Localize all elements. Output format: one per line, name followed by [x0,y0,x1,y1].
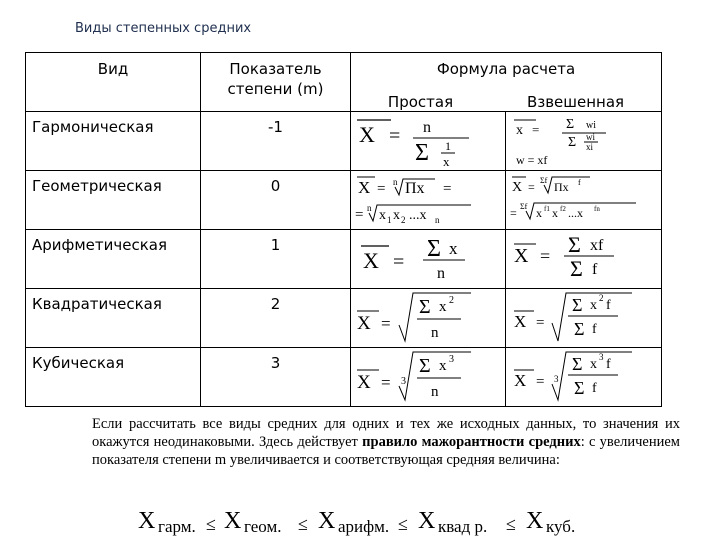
paragraph-part1: Если рассчитать все виды средних для одних и тех же исходных данных, то значения их окажутся неодинаковыми. Здесь действует [92,416,680,450]
svg-text:wi: wi [586,120,596,131]
header-simple: Простая [387,93,454,111]
svg-text:Σ: Σ [419,296,431,318]
formula-harmonic-weighted [506,112,662,171]
svg-text:...x: ...x [568,206,583,220]
svg-text:n: n [423,119,431,136]
formula-arithmetic-simple [351,230,506,289]
svg-text:=: = [510,206,517,220]
svg-text:f: f [606,298,611,313]
averages-table [25,52,662,407]
svg-text:x: x [590,298,597,313]
svg-text:X: X [357,372,371,393]
svg-text:f: f [578,178,581,187]
svg-text:w = xf: w = xf [516,153,548,167]
row-geometric-exp: 0 [201,171,351,230]
row-cubic-exp: 3 [201,348,351,407]
svg-text:n: n [435,215,440,225]
slide-title: Виды степенных средних [75,21,252,36]
svg-text:=: = [536,315,545,331]
svg-text:f: f [592,381,597,396]
svg-text:fn: fn [594,205,600,213]
ordering-quad: квад р. [438,517,488,536]
svg-text:f1: f1 [544,205,550,213]
svg-text:Σ: Σ [415,140,429,166]
svg-text:Σ: Σ [568,135,577,150]
svg-text:=: = [381,373,391,392]
svg-text:3: 3 [401,376,406,387]
ordering-formula [138,502,638,543]
svg-text:Σ: Σ [570,256,583,281]
svg-text:=: = [389,125,401,147]
svg-text:x: x [393,208,400,223]
svg-text:=: = [393,251,405,273]
svg-text:X: X [512,180,523,195]
svg-text:X: X [514,371,527,390]
svg-text:Σ: Σ [419,355,431,377]
svg-text:=: = [377,181,386,197]
svg-text:3: 3 [449,354,454,365]
svg-text:X: X [514,312,527,331]
header-formula [351,53,662,112]
svg-text:x: x [536,206,542,220]
ordering-rel-4: ≤ [506,514,516,534]
svg-text:X: X [418,508,436,534]
svg-text:X: X [514,245,529,267]
svg-text:xf: xf [590,237,604,254]
svg-text:x: x [379,208,386,223]
svg-text:Πx: Πx [405,180,425,197]
ordering-harm: гарм. [158,517,196,536]
svg-text:=: = [536,374,545,390]
ordering-rel-3: ≤ [398,514,408,534]
majorant-rule-paragraph [92,415,680,469]
svg-text:=: = [532,122,540,137]
formula-arithmetic-weighted [506,230,662,289]
svg-text:f: f [606,357,611,372]
formula-quadratic-simple [351,289,506,348]
row-cubic-kind: Кубическая [26,348,201,407]
svg-text:n: n [367,203,372,213]
svg-text:x: x [590,357,597,372]
svg-text:n: n [393,177,398,187]
formula-geometric-weighted [506,171,662,230]
ordering-arith: арифм. [338,517,390,536]
svg-text:=: = [528,180,535,194]
svg-text:n: n [431,384,439,400]
header-exponent: Показатель степени (m) [201,53,351,112]
svg-text:n: n [431,325,439,341]
svg-text:x: x [439,299,447,315]
svg-text:x: x [439,358,447,374]
svg-text:x: x [449,239,458,258]
svg-text:1: 1 [445,139,451,153]
svg-text:=: = [381,314,391,333]
formula-quadratic-weighted [506,289,662,348]
formula-geometric-simple [351,171,506,230]
svg-text:x: x [443,154,450,169]
svg-text:f: f [592,322,597,337]
formula-cubic-simple [351,348,506,407]
svg-text:f: f [592,261,598,278]
svg-text:Σ: Σ [572,354,583,374]
svg-text:=: = [540,246,551,266]
header-weighted: Взвешенная [526,93,625,111]
row-harmonic-exp: -1 [201,112,351,171]
svg-text:2: 2 [401,215,406,225]
svg-text:Σ: Σ [574,378,585,398]
svg-text:Σ: Σ [574,319,585,339]
svg-text:Πx: Πx [554,180,569,194]
paragraph-part2: : с увеличением показателя степени m увеличивается и соответствующая средняя величина: [92,434,680,468]
header-formula-label: Формула расчета [436,60,576,78]
svg-text:Σf: Σf [520,202,528,211]
svg-text:n: n [437,265,445,282]
svg-text:Σ: Σ [568,232,581,257]
svg-text:=: = [443,181,452,197]
ordering-rel-2: ≤ [298,514,308,534]
svg-text:f2: f2 [560,205,566,213]
svg-text:3: 3 [554,374,559,384]
row-arithmetic-exp: 1 [201,230,351,289]
row-arithmetic-kind: Арифметическая [26,230,201,289]
svg-text:X: X [357,313,371,334]
svg-text:2: 2 [449,295,454,306]
svg-text:1: 1 [387,215,392,225]
svg-text:X: X [318,508,336,534]
svg-text:Σ: Σ [566,117,575,132]
formula-cubic-weighted [506,348,662,407]
svg-text:Σ: Σ [572,295,583,315]
svg-text:Σ: Σ [427,236,441,262]
row-geometric-kind: Геометрическая [26,171,201,230]
ordering-cub: куб. [546,517,576,536]
svg-text:X: X [526,508,544,534]
svg-text:X: X [358,178,371,197]
svg-text:2: 2 [599,293,604,303]
row-quadratic-kind: Квадратическая [26,289,201,348]
row-quadratic-exp: 2 [201,289,351,348]
paragraph-rule-name: правило мажорантности средних [362,434,581,450]
svg-text:x: x [516,123,523,138]
svg-text:Σf: Σf [540,176,548,185]
row-harmonic-kind: Гармоническая [26,112,201,171]
svg-text:X: X [363,248,379,273]
svg-text:xi: xi [586,142,594,152]
formula-harmonic-simple [351,112,506,171]
svg-text:X: X [138,508,156,534]
svg-text:3: 3 [599,352,604,362]
header-kind: Вид [26,53,201,112]
svg-text:wi: wi [586,132,595,142]
svg-text:...x: ...x [409,208,427,223]
svg-text:X: X [359,122,375,147]
svg-text:X: X [224,508,242,534]
ordering-rel-1: ≤ [206,514,216,534]
ordering-geom: геом. [244,517,282,536]
svg-text:=: = [355,207,364,223]
svg-text:x: x [552,206,558,220]
